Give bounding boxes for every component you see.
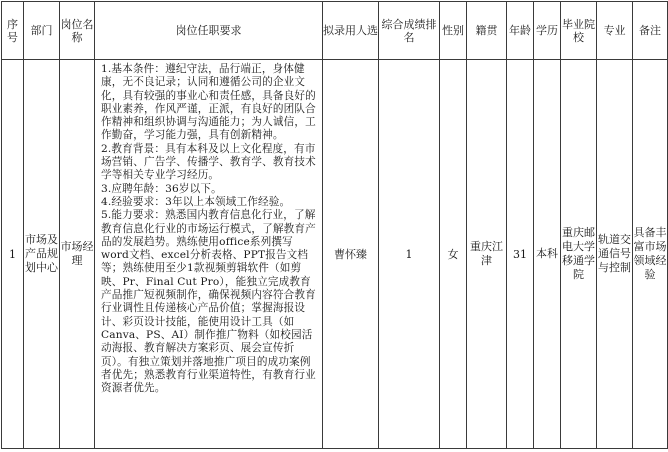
requirement-ability: 5.能力要求：熟悉国内教育信息化行业，了解教育信息化行业的市场运行模式，了解教育产品的发展趋势。熟练使用office系列撰写word文档、excel分析表格、PPT报告文档等；熟练使用至少1款视频剪辑软件（如剪映、Pr、Final Cut Pro），能独立完成教育产品推广短视频制作，确保视频内容符合教育行业调性且传递核心产品价值；掌握海报设计、彩页设计技能，能使用设计工具（如Canva、PS、AI）制作推广物料（如校园活动海报、教育解决方案彩页、展会宣传折页）。有独立策划并落地推广项目的成功案例者优先；熟悉教育行业渠道特性，有教育行业资源者优先。 [101, 209, 316, 395]
requirement-experience: 4.经验要求：3年以上本领域工作经验。 [101, 195, 291, 208]
cell-dept: 市场及产品规划中心 [24, 60, 60, 449]
cell-seq: 1 [2, 60, 24, 449]
header-position: 岗位名称 [60, 2, 95, 60]
cell-remarks: 具备丰富市场领域经验 [633, 60, 668, 449]
cell-education: 本科 [534, 60, 561, 449]
header-seq: 序号 [2, 2, 24, 60]
cell-origin: 重庆江津 [467, 60, 507, 449]
header-school: 毕业院校 [561, 2, 597, 60]
cell-position: 市场经理 [60, 60, 95, 449]
cell-gender: 女 [440, 60, 467, 449]
header-row [2, 2, 668, 60]
requirement-education: 2.教育背景：具有本科及以上文化程度，有市场营销、广告学、传播学、教育学、教育技术学等相关专业学习经历。 [101, 142, 316, 182]
requirement-age: 3.应聘年龄：36岁以下。 [101, 182, 222, 195]
header-dept: 部门 [24, 2, 60, 60]
header-remarks: 备注 [633, 2, 668, 60]
header-education: 学历 [534, 2, 561, 60]
header-proposed: 拟录用人选 [323, 2, 379, 60]
recruitment-table [1, 1, 668, 449]
header-requirements: 岗位任职要求 [95, 2, 323, 60]
cell-major: 轨道交通信号与控制 [597, 60, 633, 449]
header-rank: 综合成绩排名 [379, 2, 440, 60]
header-major: 专业 [597, 2, 633, 60]
header-age: 年龄 [507, 2, 534, 60]
table-row [2, 60, 668, 449]
requirement-basic: 1.基本条件：遵纪守法，品行端正，身体健康，无不良记录；认同和遵循公司的企业文化，具有较强的事业心和责任感，具备良好的职业素养，作风严谨，正派，有良好的团队合作精神和组织协调与沟通能力；为人诚信，工作勤奋，学习能力强，具有创新精神。 [101, 63, 316, 142]
cell-age: 31 [507, 60, 534, 449]
header-gender: 性别 [440, 2, 467, 60]
cell-requirements [95, 60, 323, 449]
cell-rank: 1 [379, 60, 440, 449]
header-origin: 籍贯 [467, 2, 507, 60]
cell-proposed: 曹怀臻 [323, 60, 379, 449]
cell-school: 重庆邮电大学移通学院 [561, 60, 597, 449]
